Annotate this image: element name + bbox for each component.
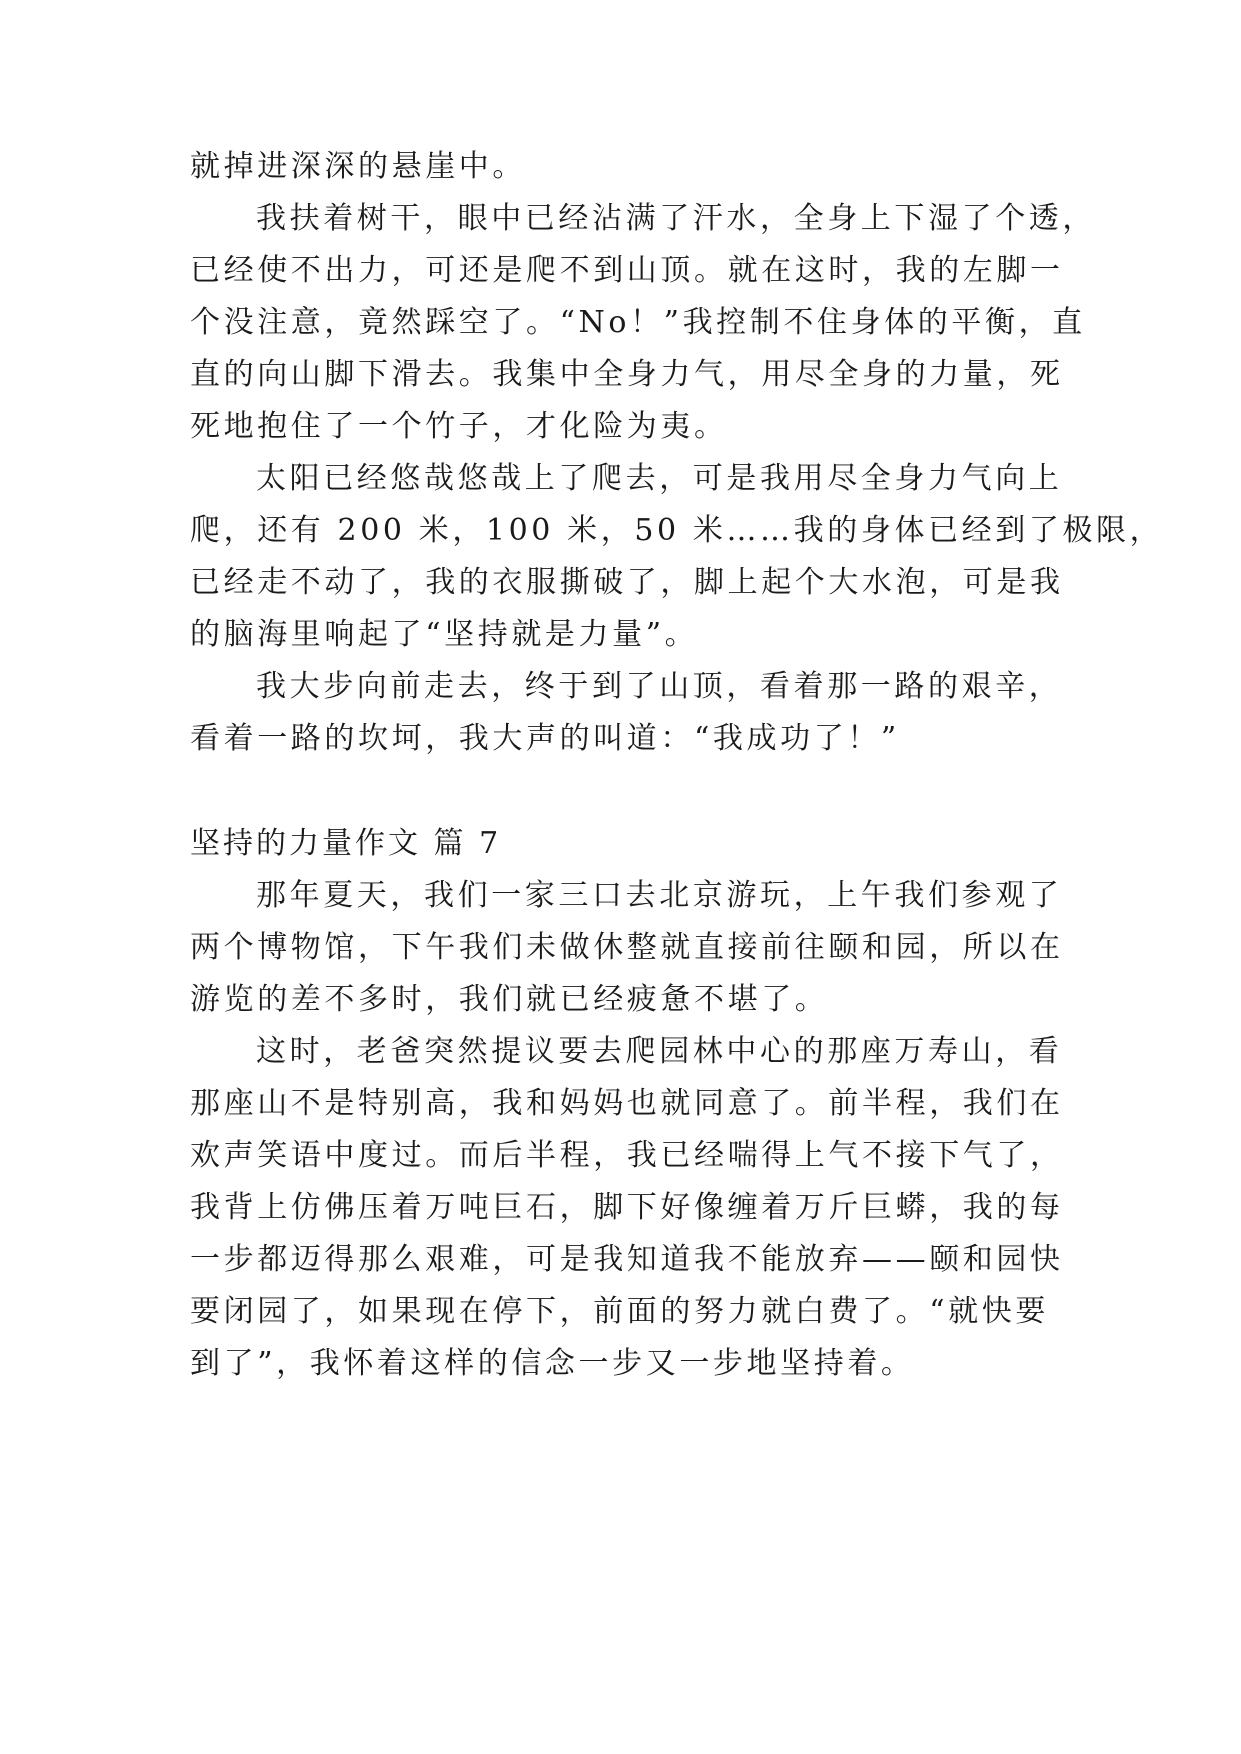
text-line: 爬，还有 200 米，100 米，50 米……我的身体已经到了极限， [190,513,1164,548]
paragraph-first-line: 太阳已经悠哉悠哉上了爬去，可是我用尽全身力气向上 [256,461,1063,496]
text-line: 直的向山脚下滑去。我集中全身力气，用尽全身的力量，死 [190,357,1064,392]
text-line: 欢声笑语中度过。而后半程，我已经喘得上气不接下气了， [190,1138,1064,1173]
text-line: 的脑海里响起了“坚持就是力量”。 [190,617,699,652]
text-line: 就掉进深深的悬崖中。 [190,149,526,184]
paragraph-first-line: 我扶着树干，眼中已经沾满了汗水，全身上下湿了个透， [256,201,1096,236]
text-line: 个没注意，竟然踩空了。“No！”我控制不住身体的平衡，直 [190,305,1086,340]
text-line: 两个博物馆，下午我们未做休整就直接前往颐和园，所以在 [190,930,1064,965]
text-line: 已经走不动了，我的衣服撕破了，脚上起个大水泡，可是我 [190,565,1064,600]
paragraph-first-line: 我大步向前走去，终于到了山顶，看着那一路的艰辛， [256,669,1063,704]
text-line: 要闭园了，如果现在停下，前面的努力就白费了。“就快要 [190,1294,1049,1329]
text-line: 到了”，我怀着这样的信念一步又一步地坚持着。 [190,1346,915,1381]
text-line: 看着一路的坎坷，我大声的叫道：“我成功了！” [190,721,900,756]
text-line: 我背上仿佛压着万吨巨石，脚下好像缠着万斤巨蟒，我的每 [190,1190,1064,1225]
text-line: 游览的差不多时，我们就已经疲惫不堪了。 [190,982,829,1017]
paragraph-first-line: 这时，老爸突然提议要去爬园林中心的那座万寿山，看 [256,1034,1063,1069]
section-heading: 坚持的力量作文 篇 7 [190,826,502,861]
paragraph-first-line: 那年夏天，我们一家三口去北京游玩，上午我们参观了 [256,878,1063,913]
text-line: 死地抱住了一个竹子，才化险为夷。 [190,409,728,444]
text-line: 那座山不是特别高，我和妈妈也就同意了。前半程，我们在 [190,1086,1064,1121]
text-line: 已经使不出力，可还是爬不到山顶。就在这时，我的左脚一 [190,253,1064,288]
text-line: 一步都迈得那么艰难，可是我知道我不能放弃——颐和园快 [190,1242,1064,1277]
